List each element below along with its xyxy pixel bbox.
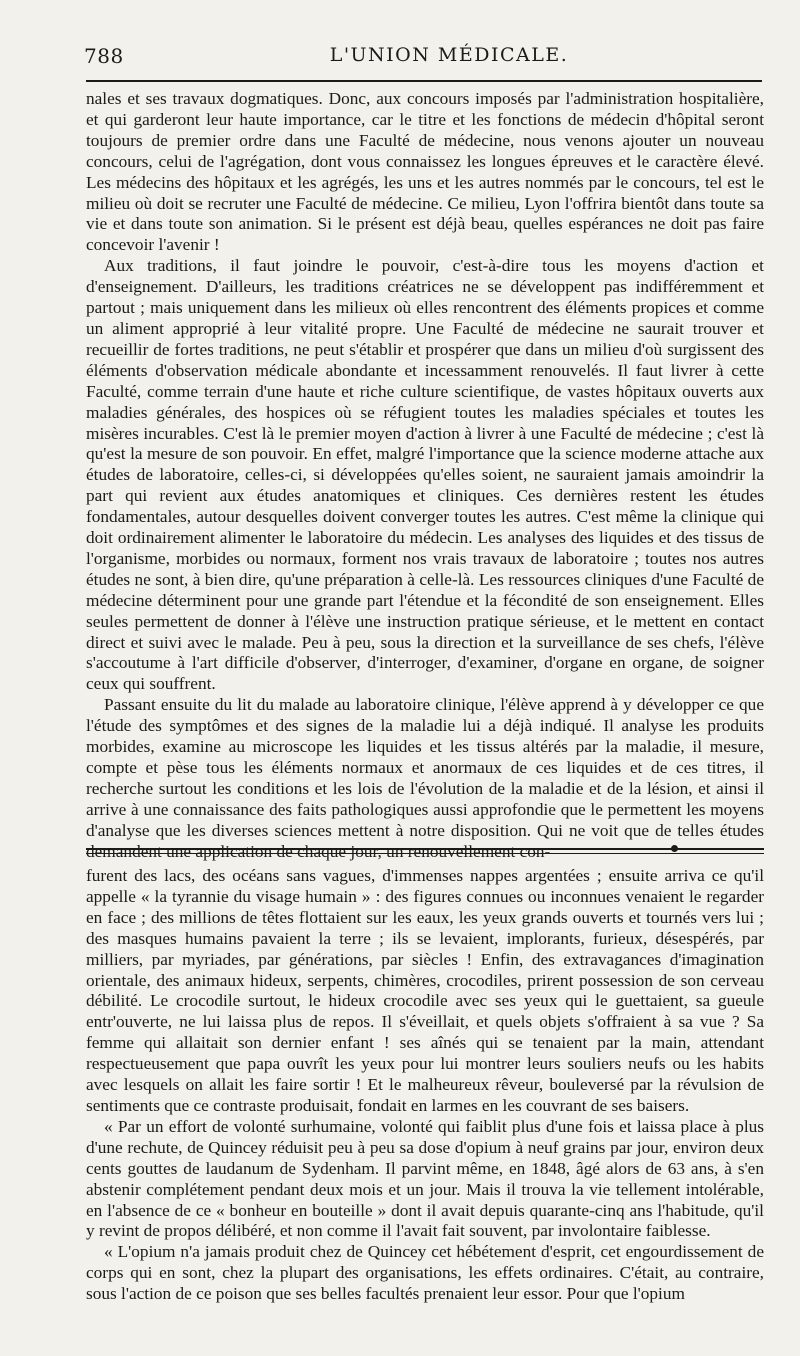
feuilleton-separator: [86, 848, 764, 856]
page-number: 788: [84, 44, 124, 68]
feuilleton-article: [86, 866, 764, 1305]
separator-thick-rule: [86, 848, 764, 850]
paragraph: Aux traditions, il faut joindre le pouvoir, c'est-à-dire tous les moyens d'action et d'enseignement. D'ailleurs, les traditions créatrices ne se développent pas indifféremment et partout ; mais uniquement dans les milieux où elles rencontrent des éléments propices et comme un aliment approprié à leur vitalité propre. Une Faculté de médecine ne saurait trouver et recueillir de fortes traditions, ne peut s'établir et prospérer que dans un milieu d'où surgissent des éléments d'observation médicale abondante et incessamment renouvelés. Il faut livrer à cette Faculté, comme terrain d'une haute et riche culture scientifique, de vastes hôpitaux ouverts aux maladies générales, des hospices où se réfugient toutes les maladies spéciales et toutes les misères incurables. C'est là le premier moyen d'action à livrer à une Faculté de médecine ; c'est là qu'est la mesure de son pouvoir. En effet, malgré l'importance que la science moderne attache aux études de laboratoire, celles-ci, si développées qu'elles soient, ne sauraient jamais amoindrir la part qui revient aux études anatomiques et cliniques. Ces dernières restent les études fondamentales, autour desquelles doivent converger toutes les autres. C'est même la clinique qui doit ordinairement alimenter le laboratoire du médecin. Les analyses des liquides et des tissus de l'organisme, morbides ou normaux, forment nos vrais travaux de laboratoire ; toutes nos autres études ne sont, à bien dire, qu'une préparation à celle-là. Les ressources cliniques d'une Faculté de médecine déterminent pour une grande part l'étendue et la fécondité de son enseignement. Elles seules permettent de donner à l'élève une instruction pratique sérieuse, et le mettent en contact direct et suivi avec le malade. Peu à peu, sous la direction et la surveillance de ses chefs, l'élève s'accoutume à l'art difficile d'observer, d'interroger, d'examiner, d'organe en organe, de soigner ceux qui souffrent.: [86, 256, 764, 694]
paragraph: Passant ensuite du lit du malade au laboratoire clinique, l'élève apprend à y développer ce que l'étude des symptômes et des signes de la maladie lui a déjà indiqué. Il analyse les produits morbides, examine au microscope les liquides et les tissus altérés par la maladie, il mesure, compte et pèse tous les éléments normaux et anormaux de ces liquides et de ces titres, il recherche surtout les conditions et les lois de l'évolution de la maladie et de la lésion, et ainsi il arrive à une connaissance des faits pathologiques aussi approfondie que le permettent les moyens d'analyse que les diverses sciences mettent à notre disposition. Qui ne voit que de telles études demandent une application de chaque jour, un renouvellement con-: [86, 695, 764, 861]
main-article: [86, 89, 764, 863]
paragraph: « L'opium n'a jamais produit chez de Quincey cet hébétement d'esprit, cet engourdissement de corps qui en sont, chez la plupart des organisations, les effets ordinaires. C'était, au contraire, sous l'action de ce poison que ses belles facultés prenaient leur essor. Pour que l'opium: [86, 1242, 764, 1304]
separator-thin-rule: [86, 853, 764, 854]
page-header: [84, 44, 764, 74]
running-head: L'UNION MÉDICALE.: [329, 44, 569, 66]
paragraph: furent des lacs, des océans sans vagues, d'immenses nappes argentées ; ensuite arriva ce qu'il appelle « la tyrannie du visage humain » : des figures connues ou inconnues venaient le regarder en face ; des millions de têtes flottaient sur les eaux, les yeux grands ouverts et tournés vers lui ; des masques humains pavaient la terre ; ils se levaient, implorants, furieux, désespérés, par milliers, par myriades, par générations, par siècles ! Enfin, des extravagances d'imagination orientale, des animaux hideux, serpents, chimères, crocodiles, prirent possession de son cerveau débilité. Le crocodile surtout, le hideux crocodile avec ses yeux qui le guettaient, sa gueule entr'ouverte, ne lui laissa plus de repos. Il s'éveillait, et quels objets s'offraient à sa vue ? Sa femme qui allaitait son dernier enfant ! ses aînés qui se tenaient par la main, attendant respectueusement que papa ouvrît les yeux pour lui montrer leurs souliers neufs ou les habits avec lesquels on allait les faire sortir ! Et le malheureux rêveur, bouleversé par la révulsion de sentiments que ce contraste produisait, fondait en larmes en les couvrant de ses baisers.: [86, 866, 764, 1115]
separator-ornament: [671, 845, 678, 852]
paragraph: nales et ses travaux dogmatiques. Donc, aux concours imposés par l'administration hospitalière, et qui garderont leur haute importance, car le titre et les fonctions de médecin d'hôpital seront toujours de premier ordre dans une Faculté de médecine, nous venons ajouter un nouveau concours, celui de l'agrégation, dont vous connaissez les longues épreuves et le caractère élevé. Les médecins des hôpitaux et les agrégés, les uns et les autres nommés par le concours, tel est le milieu où doit se recruter une Faculté de médecine. Ce milieu, Lyon l'offrira bientôt dans toute sa vie et dans toute son animation. Si le présent est déjà beau, quelles espérances ne doit pas faire concevoir l'avenir !: [86, 89, 764, 255]
header-rule: [86, 80, 762, 82]
paragraph: « Par un effort de volonté surhumaine, volonté qui faiblit plus d'une fois et laissa place à plus d'une rechute, de Quincey réduisit peu à peu sa dose d'opium à neuf grains par jour, environ deux cents gouttes de laudanum de Sydenham. Il parvint même, en 1848, âgé alors de 63 ans, à s'en abstenir complétement pendant deux mois et un jour. Mais il trouva la vie tellement intolérable, en l'absence de ce « bonheur en bouteille » dont il avait depuis quarante-cinq ans l'habitude, qu'il y revint de propos délibéré, et non comme il l'avait fait souvent, par involontaire faiblesse.: [86, 1116, 764, 1241]
